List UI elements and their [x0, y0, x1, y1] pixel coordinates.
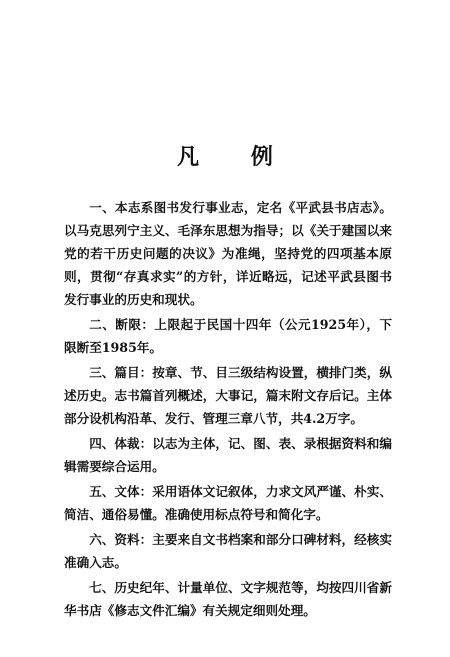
paragraph-7: 七、历史纪年、计量单位、文字规范等，均按四川省新华书店《修志文件汇编》有关规定细则处理。: [64, 580, 392, 618]
paragraph-6: 六、资料：主要来自文书档案和部分口碑材料，经核实准确入志。: [64, 532, 392, 570]
paragraph-1: 一、本志系图书发行事业志，定名《平武县书店志》。以马克思列宁主义、毛泽东思想为指导；以《关于建国以来党的若干历史问题的决议》为准绳，坚持党的四项基本原则，贯彻“存真求实”的方针，详近略远，记述平武县图书发行事业的历史和现状。: [64, 200, 392, 307]
paragraph-4: 四、体裁：以志为主体，记、图、表、录根据资料和编辑需要综合运用。: [64, 436, 392, 474]
paragraph-2: 二、断限：上限起于民国十四年（公元1925年），下限断至1985年。: [64, 317, 392, 355]
paragraph-3: 三、篇目：按章、节、目三级结构设置，横排门类，纵述历史。志书篇首列概述，大事记，篇末附文存后记。主体部分设机构沿革、发行、管理三章八节，共4.2万字。: [64, 365, 392, 426]
paragraph-5: 五、文体：采用语体文记叙体，力求文风严谨、朴实、简洁、通俗易懂。准确使用标点符号和简化字。: [64, 484, 392, 522]
document-body: [64, 196, 392, 624]
page-title: 凡 例: [177, 144, 295, 170]
